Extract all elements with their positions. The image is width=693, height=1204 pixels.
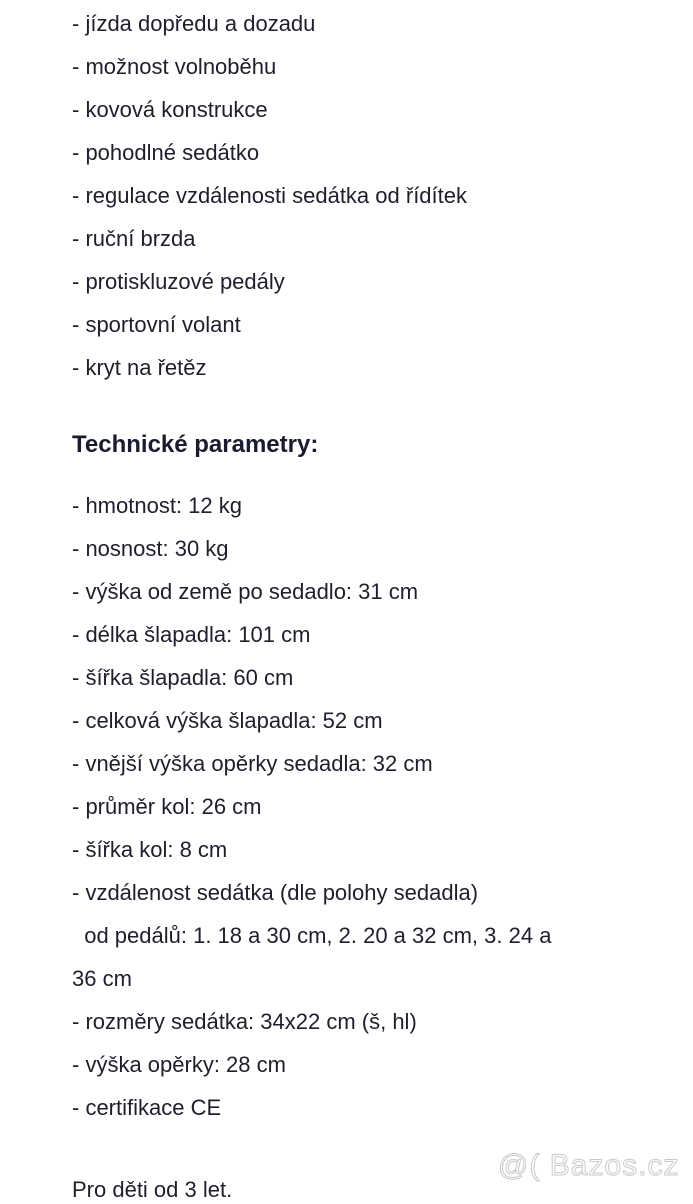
spec-item: - vzdálenost sedátka (dle polohy sedadla) [72, 880, 479, 905]
spec-item: - šířka šlapadla: 60 cm [72, 665, 294, 690]
feature-item: - ruční brzda [72, 226, 196, 251]
spec-item: - certifikace CE [72, 1095, 222, 1120]
feature-item: - regulace vzdálenosti sedátka od řídítek [72, 183, 468, 208]
spec-item: - šířka kol: 8 cm [72, 837, 228, 862]
bazos-watermark: @( Bazos.cz [498, 1149, 680, 1182]
spec-item: - výška opěrky: 28 cm [72, 1052, 286, 1077]
feature-item: - jízda dopředu a dozadu [72, 11, 316, 36]
spec-item-continuation: od pedálů: 1. 18 a 30 cm, 2. 20 a 32 cm, 3. 24 a [72, 923, 552, 948]
feature-item: - protiskluzové pedály [72, 269, 285, 294]
spec-item: - nosnost: 30 kg [72, 536, 229, 561]
spec-item-continuation: 36 cm [72, 966, 132, 991]
spec-item: - rozměry sedátka: 34x22 cm (š, hl) [72, 1009, 417, 1034]
feature-item: - sportovní volant [72, 312, 241, 337]
age-note: Pro děti od 3 let. [72, 1177, 233, 1202]
technical-parameters-heading: Technické parametry: [72, 431, 319, 458]
feature-item: - kovová konstrukce [72, 97, 268, 122]
feature-item: - možnost volnoběhu [72, 54, 277, 79]
spec-item: - celková výška šlapadla: 52 cm [72, 708, 383, 733]
feature-item: - kryt na řetěz [72, 355, 207, 380]
spec-item: - průměr kol: 26 cm [72, 794, 262, 819]
spec-item: - vnější výška opěrky sedadla: 32 cm [72, 751, 433, 776]
spec-item: - délka šlapadla: 101 cm [72, 622, 311, 647]
spec-item: - výška od země po sedadlo: 31 cm [72, 579, 419, 604]
feature-item: - pohodlné sedátko [72, 140, 260, 165]
spec-item: - hmotnost: 12 kg [72, 493, 242, 518]
